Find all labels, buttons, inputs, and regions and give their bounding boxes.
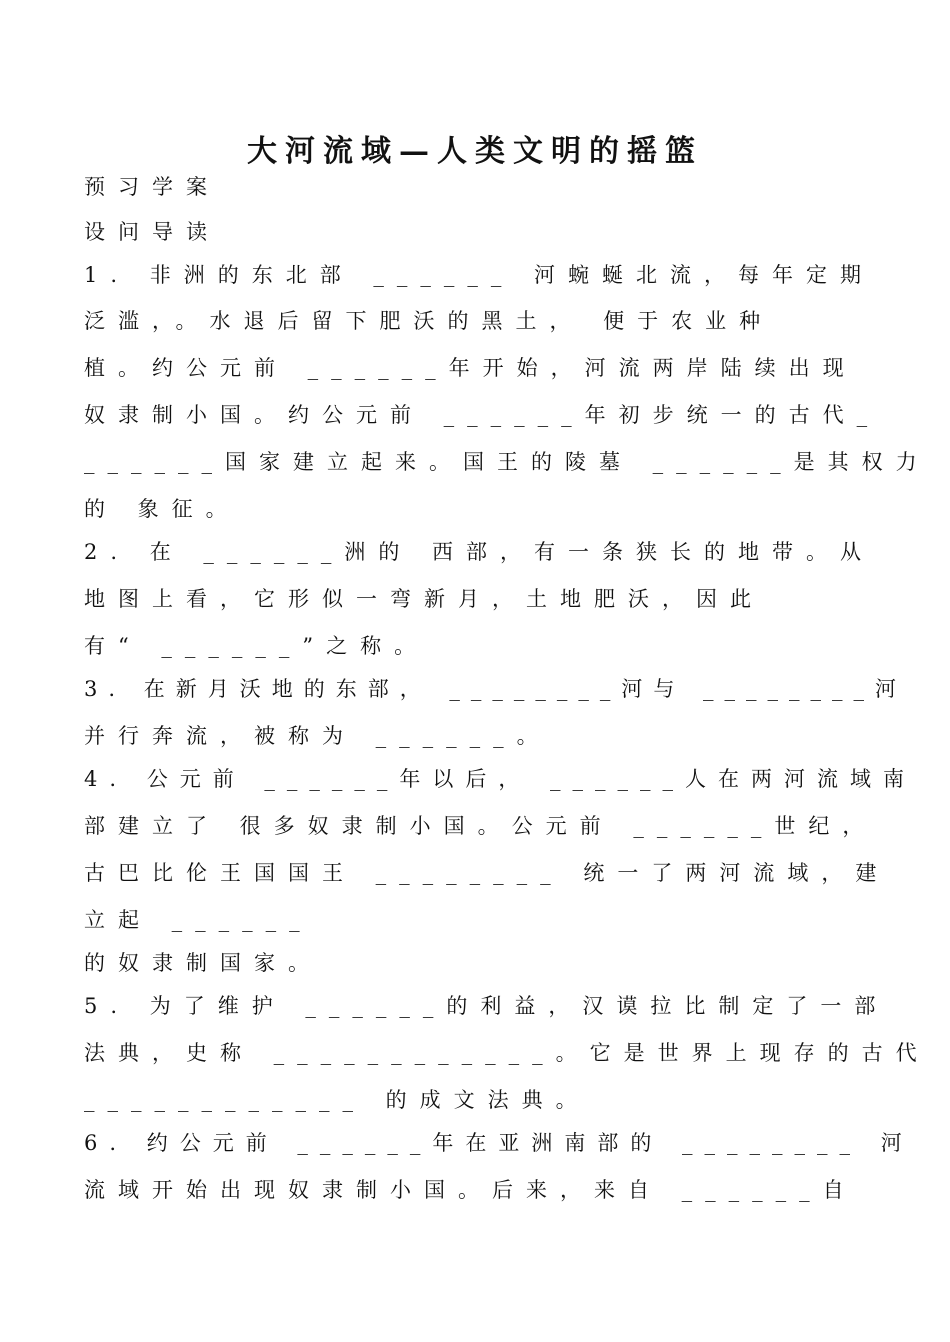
text-line: 并行奔流，被称为 ______。 — [84, 724, 551, 748]
text-line: 2. 在 ______洲的 西部，有一条狭长的地带。从 — [84, 540, 875, 564]
text-line: 的 象征。 — [84, 497, 240, 521]
text-line: ____________ 的成文法典。 — [84, 1088, 590, 1112]
text-line: 奴隶制小国。约公元前 ______年初步统一的古代_ — [84, 403, 881, 427]
text-line: 的奴隶制国家。 — [84, 951, 322, 975]
text-line: 古巴比伦王国国王 ________ 统一了两河流域，建 — [84, 861, 890, 885]
text-line: ______国家建立起来。国王的陵墓 ______是其权力 — [84, 450, 930, 474]
document-title: 大河流域—人类文明的摇篮 — [247, 134, 703, 169]
text-line: 流域开始出现奴隶制小国。后来，来自 ______自 — [84, 1178, 857, 1202]
text-line: 4. 公元前 ______年以后， ______人在两河流域南 — [84, 767, 917, 791]
text-line: 部建立了 很多奴隶制小国。公元前 ______世纪， — [84, 814, 877, 838]
text-line: 泛滥，。水退后留下肥沃的黑土， 便于农业种 — [84, 309, 774, 333]
text-line: 地图上看，它形似一弯新月，土地肥沃，因此 — [84, 587, 764, 611]
text-line: 6. 约公元前 ______年在亚洲南部的 ________ 河 — [84, 1131, 914, 1155]
text-line: 立起 ______ — [84, 908, 313, 932]
text-line: 有“ ______”之称。 — [84, 634, 429, 658]
text-line: 植。约公元前 ______年开始，河流两岸陆续出现 — [84, 356, 857, 380]
text-line-preview-heading: 预习学案 — [84, 175, 220, 199]
text-line: 5. 为了维护 ______的利益，汉谟拉比制定了一部 — [84, 994, 889, 1018]
text-line: 1. 非洲的东北部 ______ 河蜿蜒北流，每年定期 — [84, 263, 875, 287]
text-line: 3. 在新月沃地的东部， ________河与 ________河 — [84, 677, 908, 701]
text-line: 法典，史称 ____________。它是世界上现存的古代 — [84, 1041, 930, 1065]
text-line-guide-heading: 设问导读 — [84, 220, 220, 244]
